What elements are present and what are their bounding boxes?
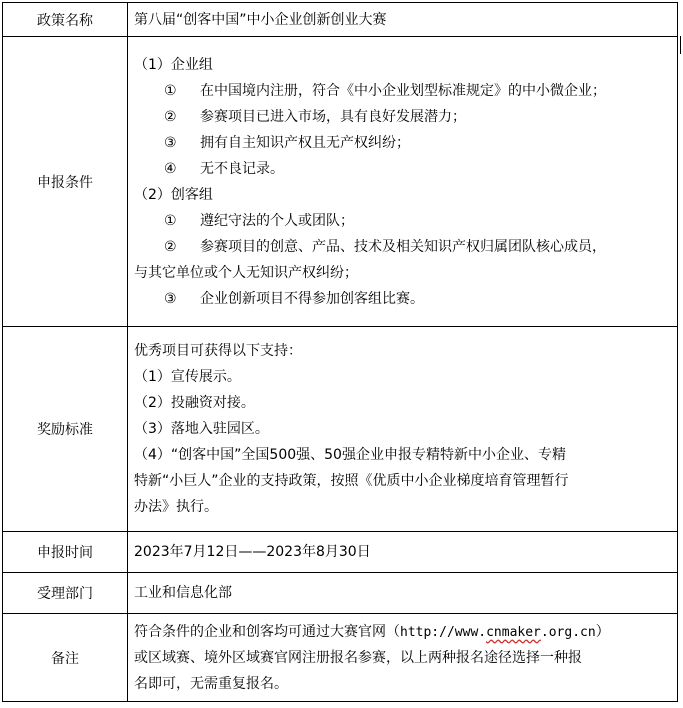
enterprise-group-title: （1）企业组 — [134, 56, 213, 73]
condition-item — [134, 234, 671, 260]
notes-text: 符合条件的企业和创客均可通过大赛官网（ — [134, 623, 400, 640]
url-part: http://www. — [400, 624, 487, 640]
label-rewards: 奖励标准 — [3, 327, 128, 532]
label-notes: 备注 — [3, 614, 128, 702]
condition-item — [134, 208, 671, 234]
reward-item-4-line: （4）“创客中国”全国500强、50强企业申报专精特新中小企业、专精 — [134, 447, 566, 463]
contest-url[interactable] — [400, 625, 596, 640]
condition-item — [134, 78, 671, 104]
row-rewards — [3, 327, 678, 532]
reward-item: （3）落地入驻园区。 — [134, 421, 269, 437]
label-policy-name: 政策名称 — [3, 3, 128, 37]
policy-name-text: 第八届“创客中国”中小企业创新创业大赛 — [134, 11, 387, 28]
rewards-intro: 优秀项目可获得以下支持： — [134, 343, 302, 359]
notes-text: ） — [595, 623, 610, 640]
item-text: 企业创新项目不得参加创客组比赛。 — [200, 290, 424, 307]
row-time — [3, 532, 678, 573]
item-text: 参赛项目的创意、产品、技术及相关知识产权归属团队核心成员， — [200, 238, 606, 255]
value-notes — [128, 614, 678, 702]
notes-line-3: 名即可，无需重复报名。 — [134, 675, 288, 692]
item-number: ② — [164, 238, 177, 255]
value-department — [128, 573, 678, 614]
label-time: 申报时间 — [3, 532, 128, 573]
item-number: ① — [164, 212, 177, 229]
value-conditions — [128, 37, 678, 327]
item-number: ③ — [164, 134, 177, 151]
item-text: 遵纪守法的个人或团队； — [200, 212, 354, 229]
item-text: 拥有自主知识产权且无产权纠纷； — [200, 134, 410, 151]
notes-line-1 — [134, 619, 671, 645]
url-part: cnmaker — [486, 624, 541, 640]
reward-item-4-line: 办法》执行。 — [134, 499, 218, 515]
item-text: 无不良记录。 — [200, 160, 284, 177]
label-department: 受理部门 — [3, 573, 128, 614]
condition-item-continuation: 与其它单位或个人无知识产权纠纷； — [134, 264, 358, 281]
value-time — [128, 532, 678, 573]
condition-item — [134, 104, 671, 130]
item-number: ③ — [164, 290, 177, 307]
row-department — [3, 573, 678, 614]
time-text: 2023年7月12日——2023年8月30日 — [134, 544, 371, 560]
item-number: ④ — [164, 160, 177, 177]
item-text: 在中国境内注册，符合《中小企业划型标准规定》的中小微企业； — [200, 82, 606, 99]
notes-line-2: 或区域赛、境外区域赛官网注册报名参赛，以上两种报名途径选择一种报 — [134, 649, 582, 666]
row-policy-name — [3, 3, 678, 37]
item-number: ② — [164, 108, 177, 125]
row-notes — [3, 614, 678, 702]
condition-item — [134, 130, 671, 156]
value-rewards — [128, 327, 678, 532]
condition-item — [134, 286, 671, 312]
value-policy-name — [128, 3, 678, 37]
policy-table — [2, 2, 678, 702]
reward-item-4-line: 特新“小巨人”企业的支持政策，按照《优质中小企业梯度培育管理暂行 — [134, 473, 569, 489]
item-number: ① — [164, 82, 177, 99]
table-edge-mark — [680, 36, 681, 54]
item-text: 参赛项目已进入市场，具有良好发展潜力； — [200, 108, 466, 125]
url-part: .org.cn — [540, 624, 596, 640]
maker-group-title: （2）创客组 — [134, 186, 213, 203]
condition-item — [134, 156, 671, 182]
row-conditions — [3, 37, 678, 327]
reward-item: （2）投融资对接。 — [134, 395, 255, 411]
department-text: 工业和信息化部 — [134, 585, 232, 601]
label-conditions: 申报条件 — [3, 37, 128, 327]
reward-item: （1）宣传展示。 — [134, 369, 241, 385]
